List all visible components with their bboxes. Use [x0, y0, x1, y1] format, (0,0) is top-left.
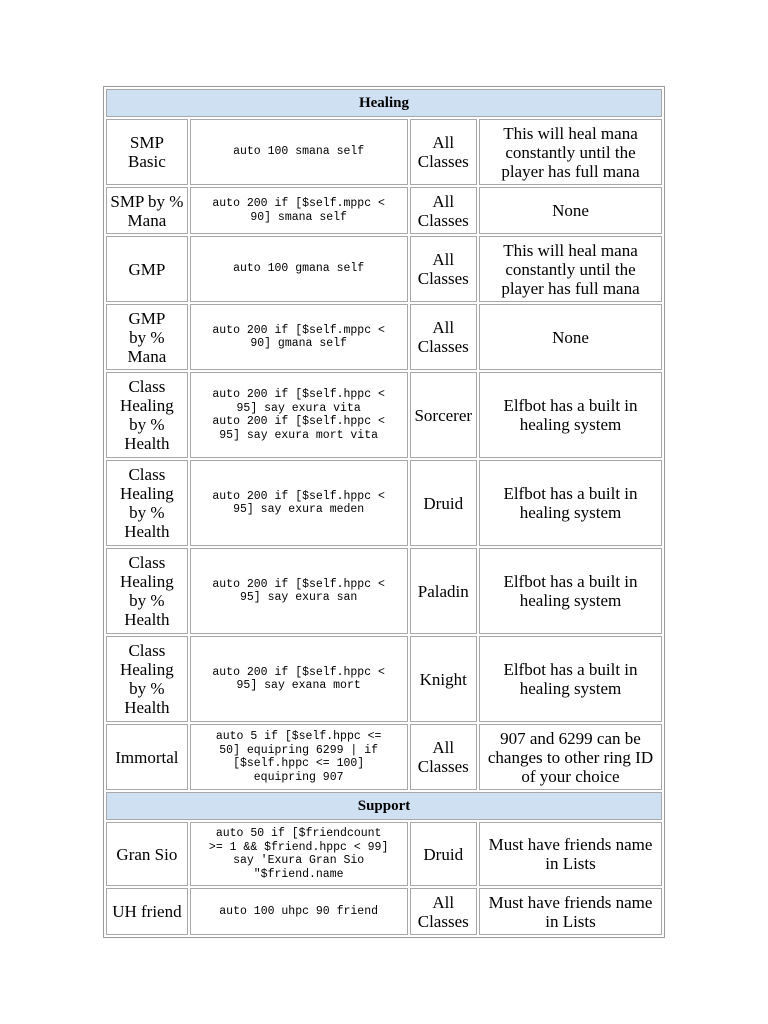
- table-row: [106, 724, 662, 790]
- script-code-cell: auto 200 if [$self.mppc < 90] smana self: [190, 187, 408, 234]
- script-name-cell: Class Healing by % Health: [106, 460, 188, 546]
- table-row: [106, 119, 662, 185]
- class-cell: All Classes: [410, 187, 477, 234]
- script-table: [103, 86, 665, 938]
- note-cell: Elfbot has a built in healing system: [479, 548, 662, 634]
- class-cell: All Classes: [410, 119, 477, 185]
- script-code-cell: auto 200 if [$self.hppc < 95] say exana mort: [190, 636, 408, 722]
- table-row: [106, 372, 662, 458]
- script-name-cell: SMP Basic: [106, 119, 188, 185]
- script-code-cell: auto 200 if [$self.hppc < 95] say exura san: [190, 548, 408, 634]
- script-name-cell: GMP: [106, 236, 188, 302]
- script-name-cell: Immortal: [106, 724, 188, 790]
- section-title: Healing: [106, 89, 662, 117]
- script-code-cell: auto 100 gmana self: [190, 236, 408, 302]
- class-cell: All Classes: [410, 888, 477, 935]
- class-cell: Paladin: [410, 548, 477, 634]
- note-cell: None: [479, 187, 662, 234]
- script-code-cell: auto 50 if [$friendcount >= 1 && $friend.hppc < 99] say 'Exura Gran Sio "$friend.name: [190, 822, 408, 886]
- class-cell: All Classes: [410, 236, 477, 302]
- class-cell: All Classes: [410, 304, 477, 370]
- note-cell: Elfbot has a built in healing system: [479, 460, 662, 546]
- note-cell: Elfbot has a built in healing system: [479, 372, 662, 458]
- script-name-cell: Class Healing by % Health: [106, 636, 188, 722]
- script-code-cell: auto 100 uhpc 90 friend: [190, 888, 408, 935]
- note-cell: Elfbot has a built in healing system: [479, 636, 662, 722]
- script-code-cell: auto 200 if [$self.hppc < 95] say exura meden: [190, 460, 408, 546]
- section-title: Support: [106, 792, 662, 820]
- section-header-row: [106, 792, 662, 820]
- note-cell: Must have friends name in Lists: [479, 822, 662, 886]
- script-code-cell: auto 100 smana self: [190, 119, 408, 185]
- script-name-cell: Gran Sio: [106, 822, 188, 886]
- class-cell: Knight: [410, 636, 477, 722]
- script-name-cell: Class Healing by % Health: [106, 548, 188, 634]
- note-cell: This will heal mana constantly until the player has full mana: [479, 119, 662, 185]
- script-code-cell: auto 5 if [$self.hppc <= 50] equipring 6299 | if [$self.hppc <= 100] equipring 907: [190, 724, 408, 790]
- note-cell: Must have friends name in Lists: [479, 888, 662, 935]
- section-header-row: [106, 89, 662, 117]
- note-cell: This will heal mana constantly until the player has full mana: [479, 236, 662, 302]
- table-row: [106, 236, 662, 302]
- script-name-cell: SMP by % Mana: [106, 187, 188, 234]
- table-row: [106, 187, 662, 234]
- class-cell: All Classes: [410, 724, 477, 790]
- script-table-body: [106, 89, 662, 935]
- script-name-cell: GMP by % Mana: [106, 304, 188, 370]
- script-name-cell: UH friend: [106, 888, 188, 935]
- table-row: [106, 304, 662, 370]
- class-cell: Sorcerer: [410, 372, 477, 458]
- table-row: [106, 460, 662, 546]
- table-row: [106, 636, 662, 722]
- script-name-cell: Class Healing by % Health: [106, 372, 188, 458]
- class-cell: Druid: [410, 822, 477, 886]
- table-row: [106, 548, 662, 634]
- class-cell: Druid: [410, 460, 477, 546]
- table-row: [106, 888, 662, 935]
- table-row: [106, 822, 662, 886]
- note-cell: None: [479, 304, 662, 370]
- script-code-cell: auto 200 if [$self.hppc < 95] say exura vita auto 200 if [$self.hppc < 95] say exura mort vita: [190, 372, 408, 458]
- note-cell: 907 and 6299 can be changes to other ring ID of your choice: [479, 724, 662, 790]
- script-code-cell: auto 200 if [$self.mppc < 90] gmana self: [190, 304, 408, 370]
